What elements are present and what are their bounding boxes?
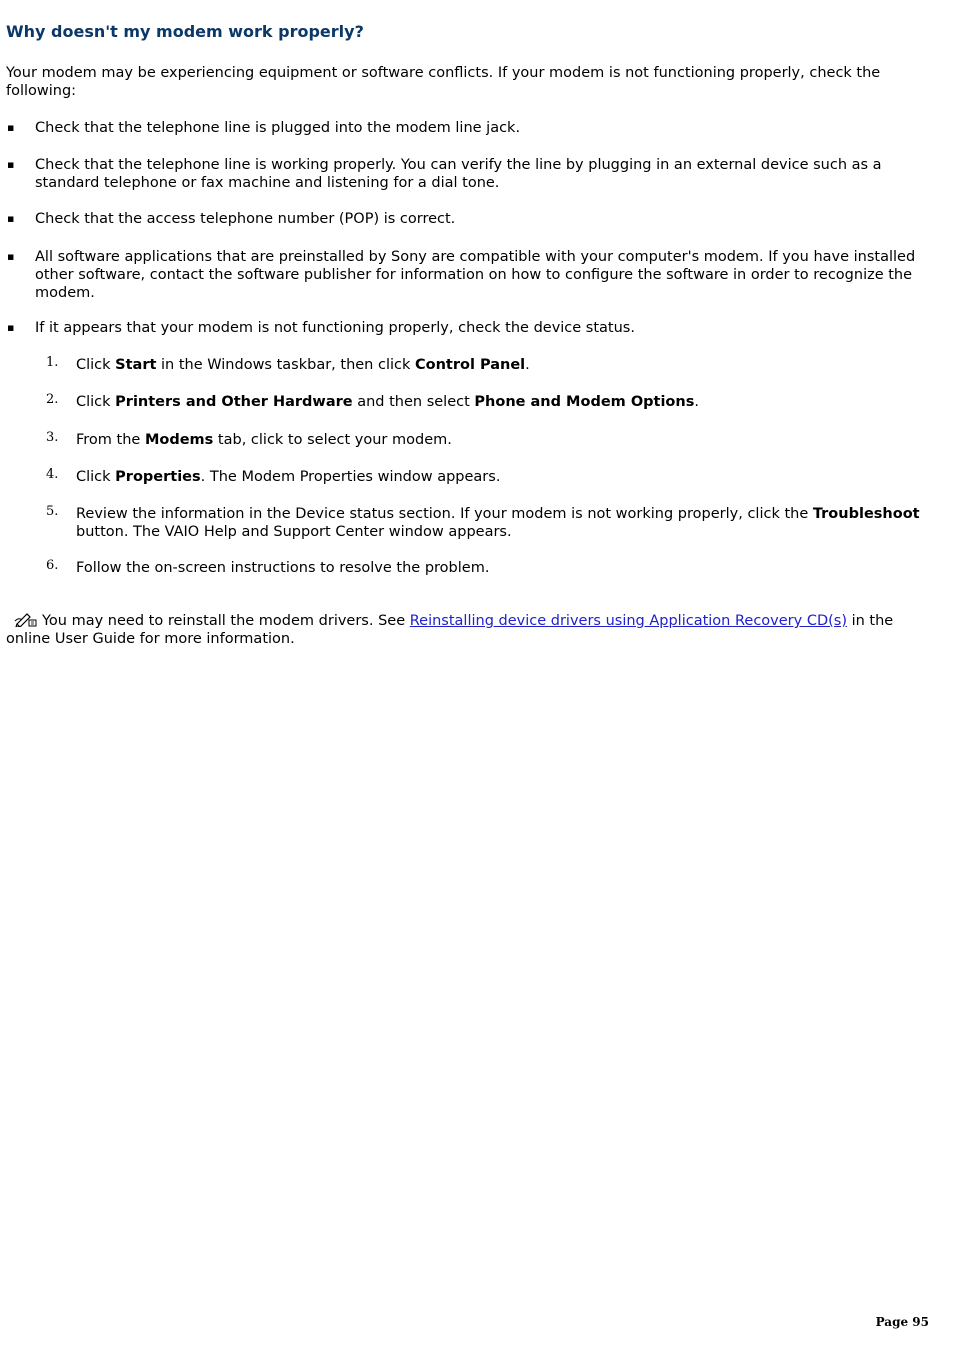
bullet-text: All software applications that are preinstalled by Sony are compatible with your computer's modem. If you have installed other software, contact the software publisher for information on how to configure the software in order to recognize the modem. bbox=[35, 249, 916, 301]
step-item bbox=[6, 559, 930, 577]
step-text-run: Follow the on-screen instructions to resolve the problem. bbox=[76, 560, 490, 576]
intro-paragraph: Your modem may be experiencing equipment or software conflicts. If your modem is not functioning properly, check the following: bbox=[6, 65, 881, 99]
bullet-item bbox=[6, 119, 930, 137]
step-text-run: Click bbox=[76, 357, 116, 373]
step-item bbox=[6, 356, 930, 374]
bullet-marker: ▪ bbox=[7, 158, 15, 171]
step-bold-term: Phone and Modem Options bbox=[474, 394, 695, 410]
step-bold-term: Troubleshoot bbox=[812, 506, 920, 522]
bullet-item bbox=[6, 248, 930, 302]
page-number: Page 95 bbox=[875, 1315, 929, 1329]
bullet-text: Check that the telephone line is plugged into the modem line jack. bbox=[35, 120, 521, 136]
step-text-run: From the bbox=[76, 432, 145, 448]
bullet-marker: ▪ bbox=[7, 212, 15, 225]
bullet-item bbox=[6, 319, 930, 337]
step-bold-term: Properties bbox=[115, 469, 201, 485]
step-text-run: button. The VAIO Help and Support Center window appears. bbox=[76, 524, 512, 540]
step-number: 4. bbox=[46, 467, 59, 482]
step-text bbox=[76, 468, 930, 486]
bullet-marker: ▪ bbox=[7, 250, 15, 263]
note-text-after: in the online User Guide for more information. bbox=[6, 613, 894, 647]
step-text bbox=[76, 505, 930, 541]
page-title: Why doesn't my modem work properly? bbox=[6, 22, 364, 41]
step-bold-term: Modems bbox=[144, 432, 214, 448]
step-text bbox=[76, 393, 930, 411]
step-number: 6. bbox=[46, 558, 59, 573]
bullet-text: Check that the telephone line is working properly. You can verify the line by plugging in an external device such as a standard telephone or fax machine and listening for a dial tone. bbox=[35, 157, 882, 191]
note-text-before: You may need to reinstall the modem drivers. See bbox=[42, 613, 410, 629]
step-item bbox=[6, 505, 930, 541]
step-number: 5. bbox=[46, 504, 59, 519]
step-item bbox=[6, 393, 930, 411]
bullet-marker: ▪ bbox=[7, 321, 15, 334]
step-number: 3. bbox=[46, 430, 59, 445]
note-pencil-icon bbox=[14, 611, 38, 627]
step-bold-term: Start bbox=[115, 357, 157, 373]
bullet-text: Check that the access telephone number (POP) is correct. bbox=[35, 211, 456, 227]
step-text-run: Click bbox=[76, 394, 116, 410]
step-text-run: . The Modem Properties window appears. bbox=[200, 469, 501, 485]
step-text-run: . bbox=[694, 394, 699, 410]
reinstall-drivers-link[interactable]: Reinstalling device drivers using Application Recovery CD(s) bbox=[409, 613, 847, 629]
step-bold-term: Printers and Other Hardware bbox=[115, 394, 353, 410]
bullet-item bbox=[6, 156, 930, 192]
note-paragraph bbox=[6, 611, 930, 648]
step-text-run: in the Windows taskbar, then click bbox=[156, 357, 415, 373]
bullet-item bbox=[6, 210, 930, 228]
bullet-marker: ▪ bbox=[7, 121, 15, 134]
step-number: 1. bbox=[46, 355, 59, 370]
step-item bbox=[6, 431, 930, 449]
step-bold-term: Control Panel bbox=[415, 357, 526, 373]
step-text-run: tab, click to select your modem. bbox=[213, 432, 452, 448]
step-text-run: . bbox=[525, 357, 530, 373]
step-text bbox=[76, 431, 930, 449]
step-text-run: Review the information in the Device status section. If your modem is not working properly, click the bbox=[76, 506, 813, 522]
step-item bbox=[6, 468, 930, 486]
step-text-run: and then select bbox=[352, 394, 475, 410]
step-number: 2. bbox=[46, 392, 59, 407]
step-text bbox=[76, 559, 930, 577]
step-text bbox=[76, 356, 930, 374]
bullet-text: If it appears that your modem is not functioning properly, check the device status. bbox=[35, 320, 635, 336]
step-text-run: Click bbox=[76, 469, 116, 485]
